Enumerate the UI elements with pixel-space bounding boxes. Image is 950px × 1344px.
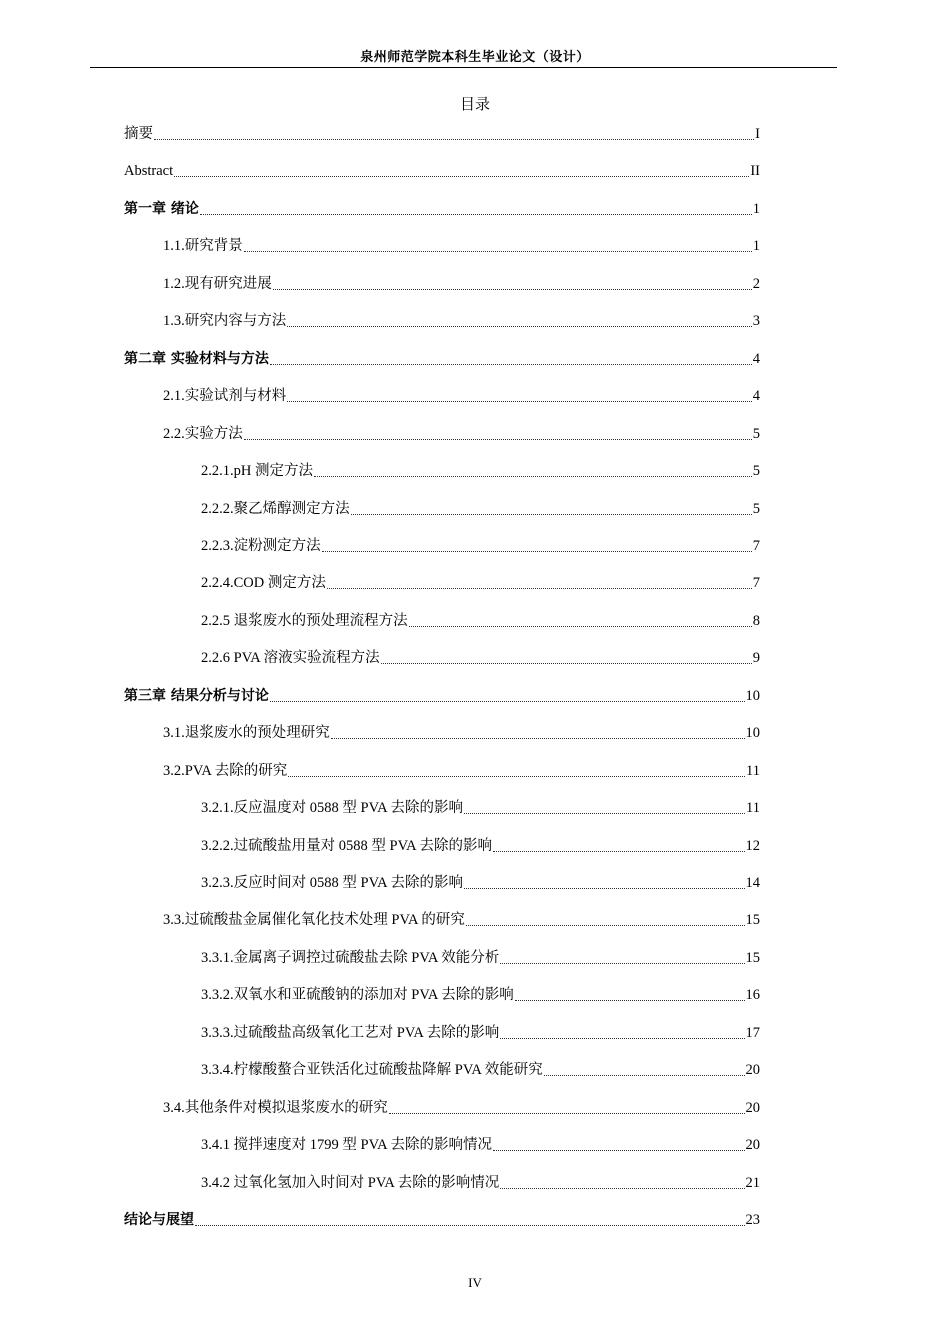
toc-leader-dots [389, 1113, 745, 1114]
toc-entry-label: 第一章 绪论 [124, 200, 199, 217]
toc-entry[interactable] [201, 611, 760, 631]
toc-entry[interactable] [201, 873, 760, 893]
toc-entry[interactable] [163, 910, 760, 930]
toc-leader-dots [244, 439, 752, 440]
toc-leader-dots [314, 476, 752, 477]
toc-entry[interactable] [163, 386, 760, 406]
running-header-title: 泉州师范学院本科生毕业论文（设计） [360, 50, 590, 65]
toc-entry-label: 2.2.2.聚乙烯醇测定方法 [201, 500, 350, 517]
toc-entry-label: 3.2.PVA 去除的研究 [163, 762, 288, 779]
toc-entry[interactable] [124, 686, 760, 706]
toc-entry-page: 1 [752, 238, 760, 255]
toc-entry[interactable] [163, 1098, 760, 1118]
toc-entry-label: 2.2.6 PVA 溶液实验流程方法 [201, 650, 380, 667]
toc-entry-page: 2 [752, 275, 760, 292]
toc-leader-dots [466, 925, 745, 926]
toc-entry-label: 1.3.研究内容与方法 [163, 313, 287, 330]
toc-entry[interactable] [163, 236, 760, 256]
toc-entry[interactable] [201, 1060, 760, 1080]
toc-leader-dots [493, 851, 745, 852]
toc-entry-page: 11 [746, 762, 760, 779]
toc-entry[interactable] [201, 573, 760, 593]
toc-entry-label: 3.2.2.过硫酸盐用量对 0588 型 PVA 去除的影响 [201, 837, 492, 854]
toc-entry-page: 20 [745, 1062, 760, 1079]
toc-entry-page: 17 [745, 1024, 760, 1041]
toc-leader-dots [195, 1225, 745, 1226]
toc-entry-label: 3.4.其他条件对模拟退浆废水的研究 [163, 1099, 388, 1116]
toc-leader-dots [288, 776, 745, 777]
toc-entry-page: 23 [745, 1212, 760, 1229]
toc-entry-label: 3.4.1 搅拌速度对 1799 型 PVA 去除的影响情况 [201, 1137, 492, 1154]
toc-entry[interactable] [201, 648, 760, 668]
toc-leader-dots [500, 1188, 744, 1189]
toc-entry-page: 10 [745, 725, 760, 742]
toc-entry-page: II [750, 163, 760, 180]
toc-entry-label: 1.2.现有研究进展 [163, 275, 272, 292]
toc-leader-dots [409, 626, 752, 627]
toc-leader-dots [464, 813, 745, 814]
toc-entry[interactable] [124, 161, 760, 181]
toc-leader-dots [464, 888, 745, 889]
toc-leader-dots [331, 738, 745, 739]
toc-entry[interactable] [163, 761, 760, 781]
toc-entry[interactable] [201, 798, 760, 818]
toc-entry[interactable] [124, 349, 760, 369]
toc-leader-dots [287, 326, 752, 327]
toc-entry-label: 2.2.1.pH 测定方法 [201, 463, 313, 480]
toc-entry[interactable] [124, 199, 760, 219]
toc-entry-label: 摘要 [124, 126, 153, 142]
toc-leader-dots [544, 1075, 745, 1076]
toc-leader-dots [493, 1150, 745, 1151]
toc-leader-dots [500, 1038, 744, 1039]
toc-leader-dots [200, 214, 752, 215]
toc-entry[interactable] [201, 1023, 760, 1043]
toc-entry-page: 20 [745, 1099, 760, 1116]
toc-leader-dots [270, 701, 745, 702]
toc-entry[interactable] [201, 985, 760, 1005]
toc-entry[interactable] [124, 1210, 760, 1230]
toc-entry-label: 第二章 实验材料与方法 [124, 350, 269, 367]
toc-entry[interactable] [201, 836, 760, 856]
toc-entry-label: 2.1.实验试剂与材料 [163, 388, 287, 405]
toc-entry-label: 3.3.2.双氧水和亚硫酸钠的添加对 PVA 去除的影响 [201, 987, 514, 1004]
toc-leader-dots [174, 176, 749, 177]
toc-entry[interactable] [201, 461, 760, 481]
toc-leader-dots [287, 401, 752, 402]
toc-entry[interactable] [124, 124, 760, 144]
toc-entry[interactable] [163, 311, 760, 331]
toc-entry-page: 14 [745, 875, 760, 891]
toc-entry-page: 12 [745, 837, 760, 854]
toc-entry-page: 9 [752, 650, 760, 667]
toc-entry-page: 15 [745, 949, 760, 966]
toc-entry[interactable] [201, 536, 760, 556]
toc-entry-label: 3.3.4.柠檬酸螯合亚铁活化过硫酸盐降解 PVA 效能研究 [201, 1062, 543, 1079]
toc-entry-page: 7 [752, 537, 760, 554]
toc-entry-page: 16 [745, 987, 760, 1004]
toc-leader-dots [270, 364, 752, 365]
toc-entry-label: 3.4.2 过氧化氢加入时间对 PVA 去除的影响情况 [201, 1174, 500, 1191]
toc-entry-label: 3.1.退浆废水的预处理研究 [163, 725, 330, 742]
page-number: IV [468, 1275, 482, 1290]
toc-entry[interactable] [201, 499, 760, 519]
toc-entry-page: 4 [752, 350, 760, 367]
toc-leader-dots [515, 1000, 745, 1001]
toc-entry-label: 1.1.研究背景 [163, 238, 243, 255]
toc-entry[interactable] [163, 723, 760, 743]
toc-entry-label: 第三章 结果分析与讨论 [124, 687, 269, 704]
toc-leader-dots [244, 251, 752, 252]
toc-leader-dots [500, 963, 744, 964]
toc-leader-dots [154, 139, 754, 140]
toc-entry-label: 2.2.3.淀粉测定方法 [201, 537, 321, 554]
toc-entry-label: 2.2.实验方法 [163, 425, 243, 442]
toc-entry-page: I [755, 126, 760, 142]
toc-entry-page: 5 [752, 463, 760, 480]
toc-leader-dots [381, 663, 752, 664]
toc-entry-page: 7 [752, 575, 760, 592]
toc-entry-page: 11 [746, 800, 760, 817]
toc-leader-dots [322, 551, 752, 552]
toc-entry-label: 结论与展望 [124, 1212, 194, 1229]
toc-entry[interactable] [201, 1135, 760, 1155]
toc-entry-label: 3.2.3.反应时间对 0588 型 PVA 去除的影响 [201, 875, 463, 891]
toc-entry[interactable] [201, 948, 760, 968]
toc-entry-page: 10 [745, 687, 760, 704]
toc-leader-dots [327, 588, 752, 589]
toc-entry-page: 8 [752, 612, 760, 629]
header-divider [90, 67, 837, 68]
toc-entry[interactable] [163, 274, 760, 294]
toc-entry-page: 5 [752, 500, 760, 517]
toc-entry-page: 20 [745, 1137, 760, 1154]
toc-entry-page: 15 [745, 912, 760, 929]
toc-entry[interactable] [163, 424, 760, 444]
toc-entry-label: 3.3.过硫酸盐金属催化氧化技术处理 PVA 的研究 [163, 912, 465, 929]
toc-entry-label: 3.3.1.金属离子调控过硫酸盐去除 PVA 效能分析 [201, 949, 500, 966]
toc-entry-page: 21 [745, 1174, 760, 1191]
toc-entry-label: 2.2.4.COD 测定方法 [201, 575, 326, 592]
toc-entry-label: 2.2.5 退浆废水的预处理流程方法 [201, 612, 408, 629]
toc-entry[interactable] [201, 1173, 760, 1193]
toc-entry-page: 1 [752, 200, 760, 217]
toc-entry-label: 3.2.1.反应温度对 0588 型 PVA 去除的影响 [201, 800, 463, 817]
toc-leader-dots [351, 514, 752, 515]
toc-leader-dots [273, 289, 752, 290]
toc-heading: 目录 [459, 97, 490, 113]
toc-entry-page: 5 [752, 425, 760, 442]
toc-entry-page: 3 [752, 313, 760, 330]
toc-entry-label: 3.3.3.过硫酸盐高级氧化工艺对 PVA 去除的影响 [201, 1024, 500, 1041]
toc-entry-page: 4 [752, 388, 760, 405]
toc-entry-label: Abstract [124, 163, 174, 180]
